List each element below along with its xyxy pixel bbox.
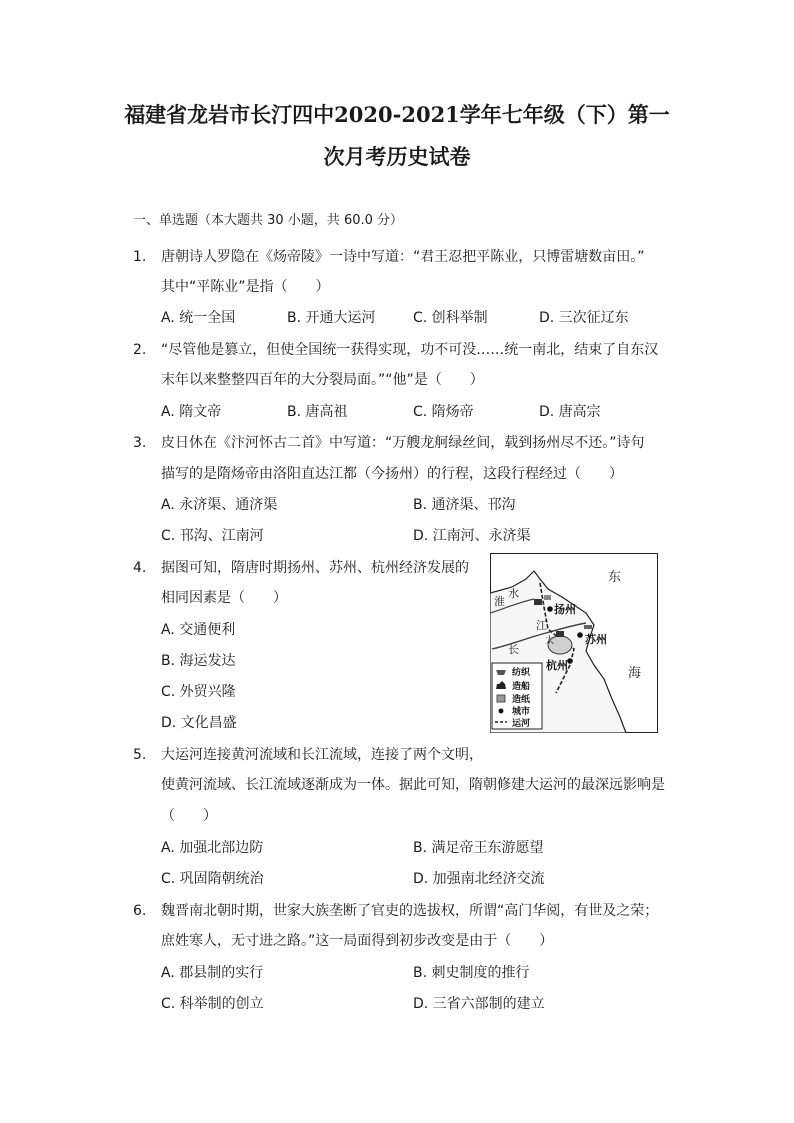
map-label-east: 东 — [608, 570, 622, 585]
section-heading: 一、单选题（本大题共 30 小题，共 60.0 分） — [133, 213, 404, 228]
title-line-2: 次月考历史试卷 — [323, 144, 471, 169]
question-text: 据图可知，隋唐时期扬州、苏州、杭州经济发展的 — [161, 560, 469, 576]
option-c[interactable]: C. 外贸兴隆 — [161, 684, 236, 700]
option-a[interactable]: A. 交通便利 — [161, 622, 236, 638]
option-d[interactable]: D. 唐高宗 — [539, 404, 601, 420]
legend-city-label: 城市 — [512, 707, 531, 717]
legend-shipbuilding-label: 造船 — [512, 682, 531, 692]
map-svg — [490, 553, 658, 733]
question-number: 6. — [133, 903, 147, 919]
suzhou-dot — [577, 632, 583, 638]
question-number: 2. — [133, 342, 147, 358]
option-d[interactable]: D. 三省六部制的建立 — [413, 996, 545, 1012]
option-b[interactable]: B. 开通大运河 — [287, 310, 376, 326]
question-text: （ ） — [161, 808, 217, 824]
papermaking-icon — [544, 595, 551, 600]
question-text: 皮日休在《汴河怀古二首》中写道：“万艘龙舸绿丝间，载到扬州尽不还。”诗句 — [161, 435, 645, 451]
option-d[interactable]: D. 加强南北经济交流 — [413, 871, 545, 887]
legend-papermaking-label: 造纸 — [512, 695, 531, 705]
map-label-hangzhou: 杭州 — [546, 659, 568, 672]
option-a[interactable]: A. 郡县制的实行 — [161, 965, 264, 981]
map-label-sea: 海 — [628, 666, 642, 681]
option-d[interactable]: D. 三次征辽东 — [539, 310, 629, 326]
question-text: 大运河连接黄河流域和长江流域，连接了两个文明， — [161, 747, 483, 763]
map-label-huai-2: 水 — [508, 587, 519, 600]
question-text: 魏晋南北朝时期，世家大族垄断了官吏的选拔权，所谓“高门华阅，有世及之荣； — [161, 903, 659, 919]
option-b[interactable]: B. 通济渠、邗沟 — [413, 497, 516, 513]
question-number: 5. — [133, 747, 147, 763]
question-text: “尽管他是篡立，但使全国统一获得实现，功不可没……统一南北，结束了自东汉 — [161, 342, 659, 358]
map-label-yangzhou: 扬州 — [554, 603, 576, 616]
option-c[interactable]: C. 创科举制 — [413, 310, 488, 326]
map-label-jiang-2: 江 — [536, 619, 547, 632]
option-a[interactable]: A. 永济渠、通济渠 — [161, 497, 278, 513]
option-c[interactable]: C. 隋炀帝 — [413, 404, 474, 420]
option-a[interactable]: A. 统一全国 — [161, 310, 236, 326]
papermaking-icon — [497, 695, 505, 702]
question-text: 庶姓寒人，无寸进之路。”这一局面得到初步改变是由于（ ） — [161, 933, 554, 949]
option-c[interactable]: C. 科举制的创立 — [161, 996, 264, 1012]
question-text: 相同因素是（ ） — [161, 590, 287, 606]
option-b[interactable]: B. 唐高祖 — [287, 404, 348, 420]
hangzhou-dot — [567, 658, 573, 664]
map-label-suzhou: 苏州 — [585, 633, 607, 646]
yangzhou-dot — [547, 606, 553, 612]
question-text: 唐朝诗人罗隐在《炀帝陵》一诗中写道：“君王忍把平陈业，只博雷塘数亩田。” — [161, 249, 645, 265]
question-text: 使黄河流域、长江流域逐渐成为一体。据此可知，隋朝修建大运河的最深远影响是 — [161, 777, 665, 793]
question-text: 其中“平陈业”是指（ ） — [161, 279, 330, 295]
question-text: 末年以来整整四百年的大分裂局面。”“他”是（ ） — [161, 372, 484, 388]
grand-canal-map — [490, 553, 658, 733]
option-b[interactable]: B. 刺史制度的推行 — [413, 965, 530, 981]
shipbuilding-icon — [534, 599, 542, 605]
question-number: 4. — [133, 560, 147, 576]
option-b[interactable]: B. 海运发达 — [161, 653, 236, 669]
option-d[interactable]: D. 文化昌盛 — [161, 715, 237, 731]
option-c[interactable]: C. 巩固隋朝统治 — [161, 871, 264, 887]
map-legend — [492, 663, 542, 729]
option-a[interactable]: A. 加强北部边防 — [161, 840, 264, 856]
legend-canal-label: 运河 — [512, 719, 531, 729]
option-d[interactable]: D. 江南河、永济渠 — [413, 528, 531, 544]
option-c[interactable]: C. 邗沟、江南河 — [161, 528, 264, 544]
shipbuilding-icon — [556, 631, 564, 637]
map-label-huai-1: 淮 — [494, 595, 505, 608]
textile-icon — [584, 625, 592, 629]
option-a[interactable]: A. 隋文帝 — [161, 404, 222, 420]
option-b[interactable]: B. 满足帝王东游愿望 — [413, 840, 544, 856]
question-number: 3. — [133, 435, 147, 451]
title-line-1: 福建省龙岩市长汀四中2020-2021学年七年级（下）第一 — [124, 102, 670, 127]
city-icon — [499, 709, 504, 714]
map-label-lake: 太 — [545, 636, 555, 646]
question-number: 1. — [133, 249, 147, 265]
map-label-jiang-1: 长 — [508, 643, 519, 656]
legend-textile-label: 纺织 — [512, 668, 531, 678]
question-text: 描写的是隋炀帝由洛阳直达江都（今扬州）的行程，这段行程经过（ ） — [161, 466, 623, 482]
